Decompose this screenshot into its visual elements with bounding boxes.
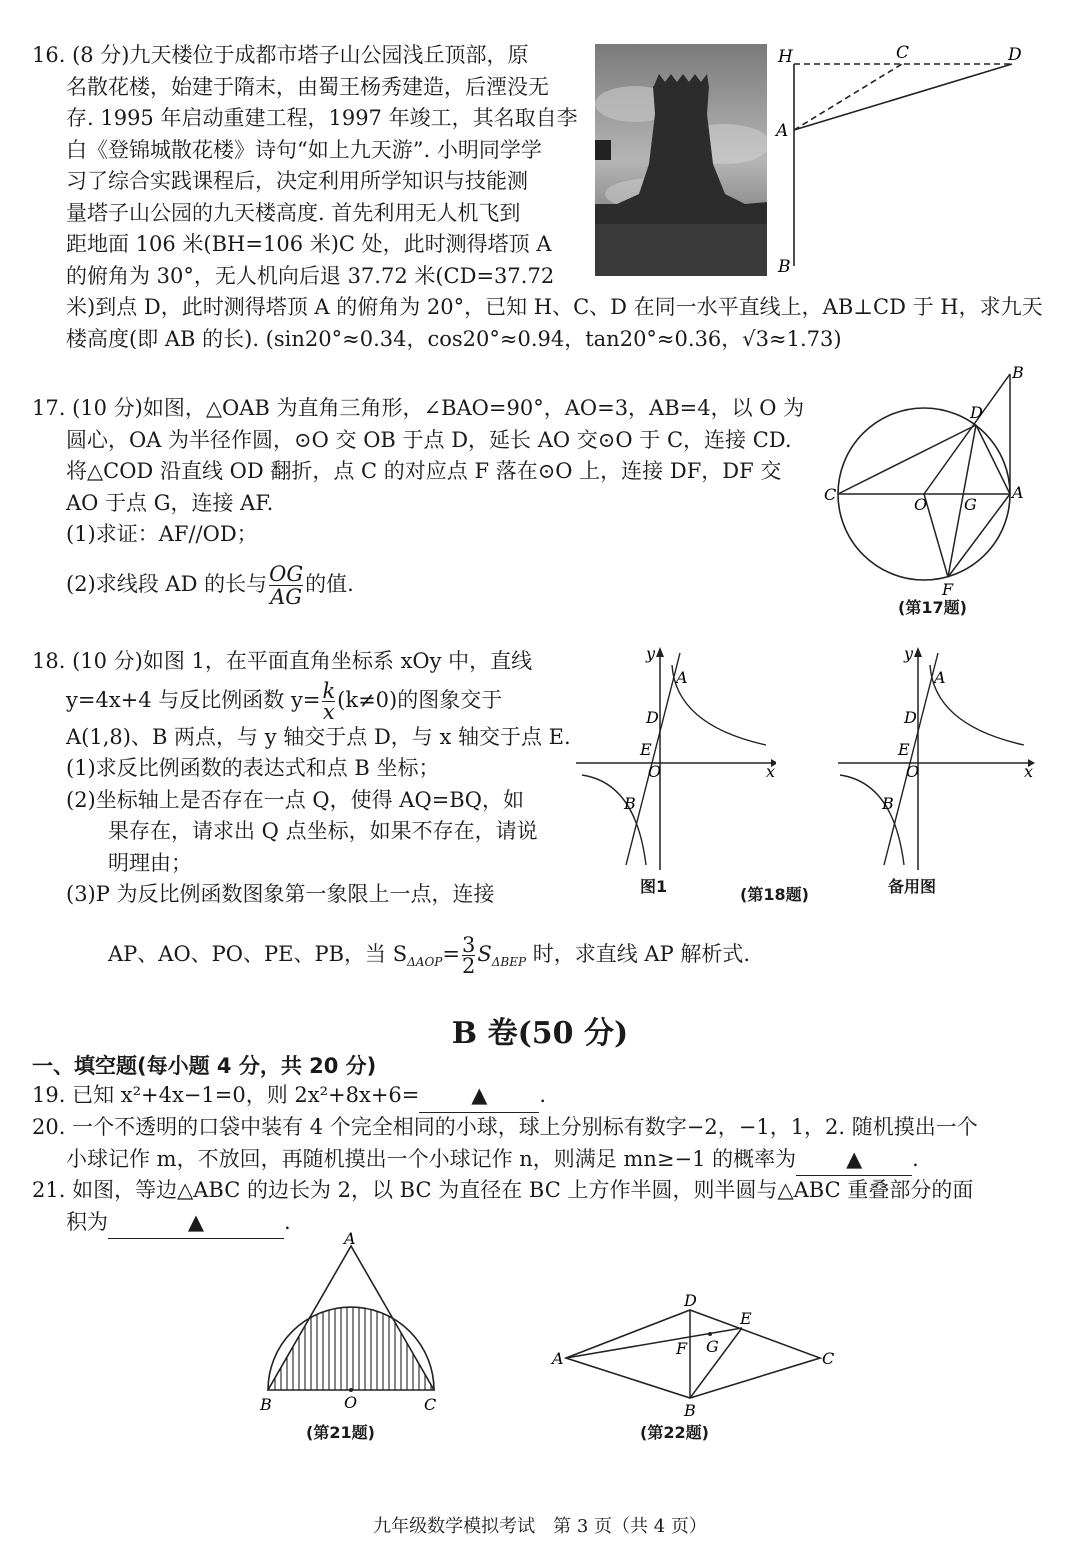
q17-text — [32, 393, 822, 608]
q16-line: 米)到点 D，此时测得塔顶 A 的俯角为 20°，已知 H、C、D 在同一水平直线上，AB⊥CD 于 H，求九天 — [66, 295, 1043, 319]
svg-text:x: x — [1024, 762, 1034, 781]
q19-answer-blank: ▲ — [419, 1080, 539, 1113]
q16-geometry-figure — [772, 44, 1032, 276]
q18-line: 果存在，请求出 Q 点坐标，如果不存在，请说 — [108, 819, 538, 843]
q18-line: (2)坐标轴上是否存在一点 Q，使得 AQ=BQ，如 — [66, 787, 524, 812]
label-F: F — [942, 580, 954, 599]
q21-figure — [256, 1232, 446, 1418]
label-H: H — [778, 47, 793, 67]
svg-text:y: y — [904, 645, 914, 663]
line-FA — [948, 494, 1010, 577]
label-C: C — [824, 485, 837, 504]
label-B: B — [778, 257, 791, 276]
q20: 20. 一个不透明的口袋中装有 4 个完全相同的小球，球上分别标有数字−2，−1，1，2. 随机摸出一个 小球记作 m，不放回，再随机摸出一个小球记作 n，则满足 mn≥−1 的概率为 ▲ . — [32, 1112, 1062, 1176]
q17-line: 将△COD 沿直线 OD 翻折，点 C 的对应点 F 落在⊙O 上，连接 DF，DF 交 — [66, 459, 782, 483]
svg-text:A: A — [676, 668, 688, 687]
svg-text:y: y — [646, 645, 656, 663]
q18-backup-figure — [838, 645, 1038, 870]
q17-part2: (2)求线段 AD 的长与 $\frac{OG}{AG}$ 的值. — [66, 561, 354, 609]
svg-text:A: A — [552, 1349, 564, 1368]
svg-text:F: F — [676, 1339, 688, 1358]
frac-3: 3 — [461, 933, 476, 957]
q18-line2: y=4x+4 与反比例函数 y= $\frac{k}{x}$ (k≠0)的图象交于 — [66, 678, 503, 724]
line-OF — [924, 494, 948, 577]
line-AD — [794, 64, 1012, 130]
svg-text:G: G — [706, 1337, 719, 1356]
q16-line: 白《登锦城散花楼》诗句“如上九天游”. 小明同学学 — [66, 137, 542, 162]
q16-line: 名散花楼，始建于隋末，由蜀王杨秀建造，后湮没无 — [66, 74, 549, 99]
part-b-title: B 卷(50 分) — [451, 1016, 629, 1051]
q18-caption: (第18题) — [740, 885, 809, 904]
q18-line: 明理由； — [108, 850, 192, 875]
q18-line: (1)求反比例函数的表达式和点 B 坐标； — [66, 756, 440, 780]
svg-text:O: O — [906, 762, 920, 781]
q21-caption: (第21题) — [306, 1423, 375, 1442]
q17-line: 圆心，OA 为半径作圆，⊙O 交 OB 于点 D，延长 AO 交⊙O 于 C，连接 CD. — [66, 427, 792, 452]
label-D: D — [1008, 45, 1022, 65]
q17-line: AO 于点 G，连接 AF. — [66, 490, 274, 515]
hyperbola-q3 — [582, 775, 646, 865]
q16-line: 量塔子山公园的九天楼高度. 首先利用无人机飞到 — [66, 200, 521, 225]
frac-OG: OG — [269, 561, 304, 586]
svg-text:B: B — [882, 794, 894, 813]
line-CD — [838, 425, 976, 494]
q20-answer-blank: ▲ — [796, 1144, 912, 1177]
q17-line: 17. (10 分)如图，△OAB 为直角三角形，∠BAO=90°，AO=3，AB=4，以 O 为 — [32, 396, 805, 420]
q16-text-wide — [32, 292, 1052, 355]
svg-text:D: D — [904, 708, 917, 727]
q21: 21. 如图，等边△ABC 的边长为 2，以 BC 为直径在 BC 上方作半圆，则半圆与△ABC 重叠部分的面 积为 ▲ . — [32, 1175, 1062, 1239]
q19: 19. 已知 x²+4x−1=0，则 2x²+8x+6= ▲ . — [32, 1080, 1052, 1113]
svg-text:D: D — [646, 708, 659, 727]
tower-photo — [595, 44, 767, 276]
frac-2: 2 — [461, 954, 476, 978]
q16-line: 存. 1995 年启动重建工程，1997 年竣工，其名取自李 — [66, 106, 578, 130]
svg-text:D: D — [684, 1292, 697, 1310]
page-footer: 九年级数学模拟考试 第 3 页（共 4 页） — [373, 1516, 707, 1537]
q16-text — [32, 40, 592, 292]
q18-line: (3)P 为反比例函数图象第一象限上一点，连接 — [66, 882, 495, 906]
svg-text:C: C — [822, 1349, 835, 1368]
svg-text:B: B — [260, 1395, 272, 1414]
label-A: A — [776, 121, 789, 141]
svg-text:E: E — [640, 740, 652, 759]
svg-text:x: x — [766, 762, 776, 781]
svg-text:E: E — [898, 740, 910, 759]
svg-text:E: E — [740, 1309, 752, 1328]
q16-line: 楼高度(即 AB 的长). (sin20°≈0.34，cos20°≈0.94，tan20°≈0.36，√3≈1.73) — [66, 326, 842, 351]
label-G: G — [964, 495, 977, 514]
svg-text:A: A — [934, 668, 946, 687]
frac-x: x — [322, 699, 335, 724]
q18-line: 18. (10 分)如图 1，在平面直角坐标系 xOy 中，直线 — [32, 649, 533, 673]
q21-answer-blank: ▲ — [108, 1207, 284, 1240]
q16-line: 16. (8 分)九天楼位于成都市塔子山公园浅丘顶部，原 — [32, 43, 529, 67]
q18-text — [32, 646, 572, 911]
svg-text:C: C — [424, 1395, 437, 1414]
q16-line: 距地面 106 米(BH=106 米)C 处，此时测得塔顶 A — [66, 232, 552, 256]
q22-caption: (第22题) — [640, 1423, 709, 1442]
label-B: B — [1012, 363, 1024, 382]
section-heading: 一、填空题(每小题 4 分，共 20 分) — [32, 1054, 377, 1078]
frac-k: k — [322, 678, 336, 703]
label-C: C — [896, 44, 910, 63]
q16-line: 的俯角为 30°，无人机向后退 37.72 米(CD=37.72 — [66, 263, 555, 288]
svg-text:B: B — [624, 794, 636, 813]
q17-circle-figure — [824, 360, 1034, 600]
svg-text:B: B — [684, 1401, 696, 1420]
q18-line: A(1,8)、B 两点，与 y 轴交于点 D，与 x 轴交于点 E. — [66, 724, 571, 749]
label-D: D — [970, 403, 983, 422]
frac-AG: AG — [270, 584, 303, 609]
svg-text:O: O — [648, 762, 662, 781]
line-DA — [976, 425, 1010, 494]
q22-figure — [548, 1292, 838, 1422]
label-O: O — [914, 495, 928, 514]
label-A: A — [1012, 483, 1024, 502]
svg-text:O: O — [344, 1393, 358, 1412]
svg-text:A: A — [344, 1232, 356, 1248]
q18-caption-backup: 备用图 — [888, 877, 937, 896]
q18-figure-1 — [576, 645, 776, 870]
shaded-overlap — [268, 1307, 434, 1390]
q17-caption: (第17题) — [898, 598, 967, 617]
line-y-4x-4 — [626, 653, 680, 865]
q17-line: (1)求证：AF//OD； — [66, 522, 258, 546]
q16-line: 习了综合实践课程后，决定利用所学知识与技能测 — [66, 169, 528, 193]
q18-caption-fig1: 图1 — [640, 877, 668, 896]
line-AC — [794, 64, 902, 130]
q18-last-line: AP、AO、PO、PE、PB，当 $S_{\Delta AOP}=$ $\frac{3}{2}$ $S_{\Delta BEP}$ 时，求直线 AP 解析式. — [108, 933, 751, 978]
rhombus-ABCD — [566, 1310, 820, 1398]
